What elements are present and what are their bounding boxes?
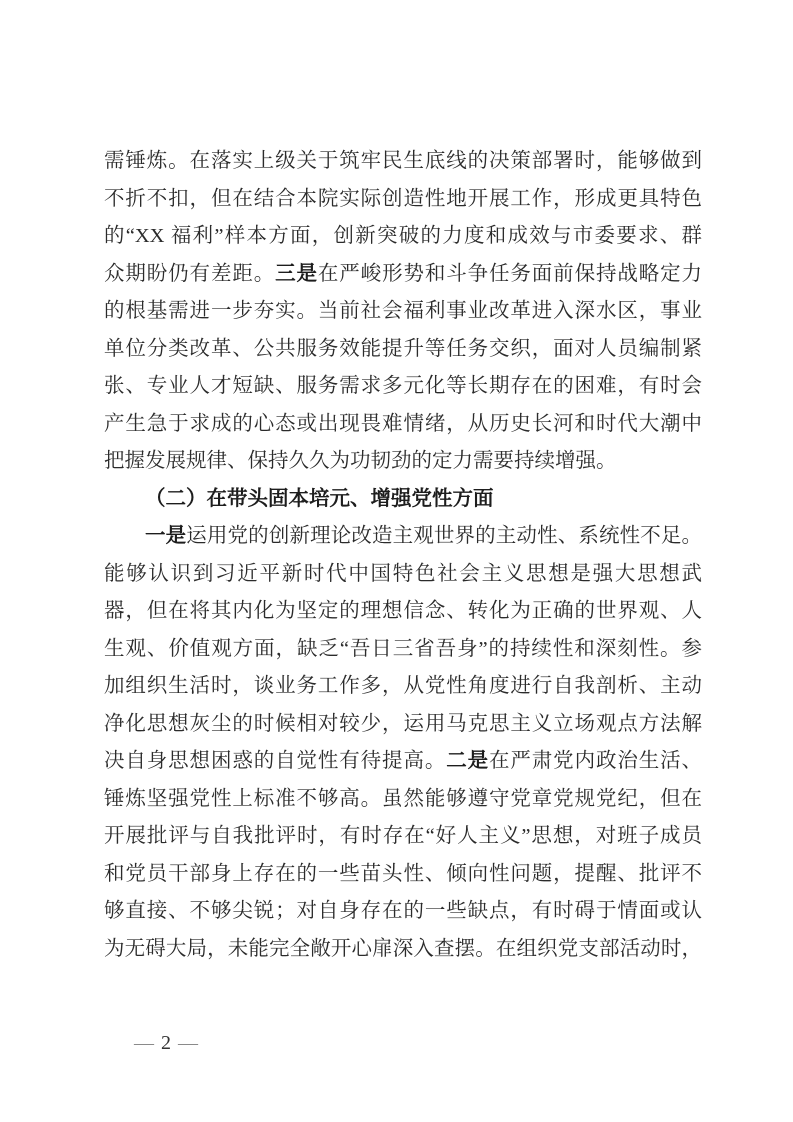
text-line [104, 331, 702, 369]
text-segment: 不折不扣，但在结合本院实际创造性地开展工作，形成更具特色 [104, 187, 702, 210]
bold-text-segment: 一是 [145, 525, 187, 547]
bold-text-segment: 二是 [446, 750, 490, 772]
text-segment: 的“XX 福利”样本方面，创新突破的力度和成效与市委要求、群 [104, 225, 702, 247]
text-line [104, 706, 702, 744]
text-line [104, 631, 702, 669]
text-line [104, 518, 702, 556]
footer-dash-right: — [178, 1031, 198, 1054]
text-line [104, 181, 702, 219]
text-segment: 净化思想灰尘的时候相对较少，运用马克思主义立场观点方法解 [104, 712, 702, 735]
text-line [104, 743, 702, 781]
text-segment: 众期盼仍有差距。 [104, 262, 276, 285]
text-segment: 在严峻形势和斗争任务面前保持战略定力 [317, 262, 702, 285]
text-segment: 加组织生活时，谈业务工作多，从党性角度进行自我剖析、主动 [104, 675, 702, 697]
text-line [104, 443, 702, 481]
text-segment: 产生急于求成的心态或出现畏难情绪，从历史长河和时代大潮中 [104, 412, 702, 435]
footer-dash-left: — [134, 1031, 154, 1054]
text-line [104, 856, 702, 894]
text-line [104, 818, 702, 856]
page-footer [134, 1028, 198, 1058]
text-segment: 把握发展规律、保持久久为功韧劲的定力需要持续增强。 [104, 450, 617, 472]
text-line [104, 368, 702, 406]
text-line [104, 781, 702, 819]
text-line [104, 406, 702, 444]
text-segment: 的根基需进一步夯实。当前社会福利事业改革进入深水区，事业 [104, 300, 702, 322]
bold-text-segment: 三是 [275, 262, 318, 285]
text-segment: 能够认识到习近平新时代中国特色社会主义思想是强大思想武 [104, 562, 702, 585]
text-segment: 张、专业人才短缺、服务需求多元化等长期存在的困难，有时会 [104, 375, 702, 397]
section-heading [104, 481, 702, 519]
page-number: 2 [161, 1031, 171, 1054]
text-segment: 够直接、不够尖锐；对自身存在的一些缺点，有时碍于情面或认 [104, 900, 702, 922]
text-segment: 生观、价值观方面，缺乏“吾日三省吾身”的持续性和深刻性。参 [104, 637, 702, 660]
text-line [104, 256, 702, 294]
text-segment: 和党员干部身上存在的一些苗头性、倾向性问题，提醒、批评不 [104, 862, 702, 885]
text-segment: 为无碍大局，未能完全敞开心扉深入查摆。在组织党支部活动时， [104, 937, 702, 960]
text-segment: 器，但在将其内化为坚定的理想信念、转化为正确的世界观、人 [104, 600, 702, 622]
text-line [104, 668, 702, 706]
text-line [104, 143, 702, 181]
document-body [104, 143, 702, 968]
text-line [104, 218, 702, 256]
text-segment: 在严肃党内政治生活、 [489, 750, 702, 772]
text-segment: 单位分类改革、公共服务效能提升等任务交织，面对人员编制紧 [104, 337, 702, 360]
text-line [104, 556, 702, 594]
text-line [104, 893, 702, 931]
text-segment: 开展批评与自我批评时，有时存在“好人主义”思想，对班子成员 [104, 825, 702, 847]
text-line [104, 293, 702, 331]
text-line [104, 593, 702, 631]
text-segment: 运用党的创新理论改造主观世界的主动性、系统性不足。 [186, 525, 702, 547]
text-segment: 锤炼坚强党性上标准不够高。虽然能够遵守党章党规党纪，但在 [104, 787, 702, 810]
bold-text-segment: （二）在带头固本培元、增强党性方面 [145, 487, 494, 510]
text-segment: 决自身思想困惑的自觉性有待提高。 [104, 750, 447, 772]
text-segment: 需锤炼。在落实上级关于筑牢民生底线的决策部署时，能够做到 [104, 150, 702, 172]
text-line [104, 931, 702, 969]
